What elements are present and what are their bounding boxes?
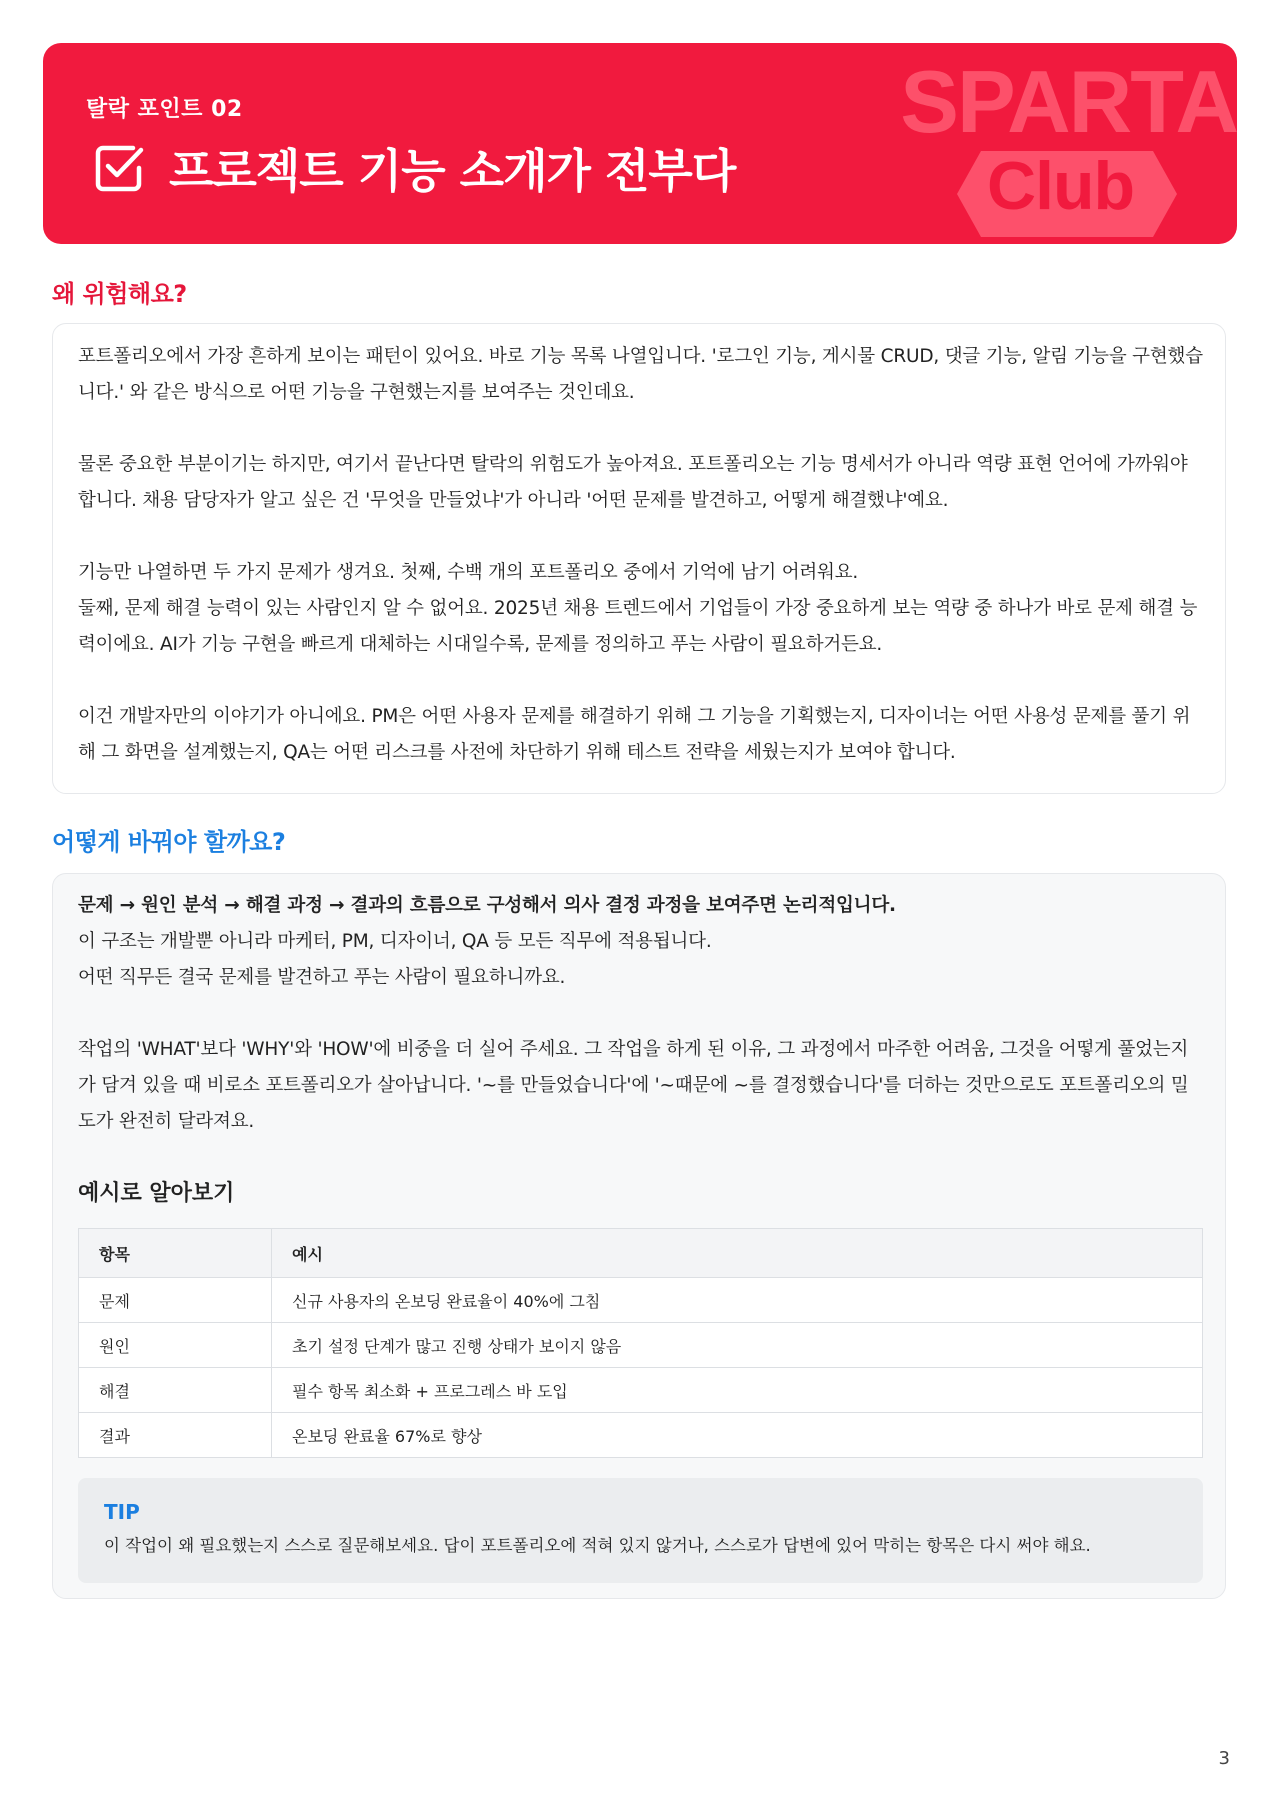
tip-body: 이 작업이 왜 필요했는지 스스로 질문해보세요. 답이 포트폴리오에 적혀 있지 않거나, 스스로가 답변에 있어 막히는 항목은 다시 써야 해요. xyxy=(104,1536,1091,1555)
lead-sentence: 문제 → 원인 분석 → 해결 과정 → 결과의 흐름으로 구성해서 의사 결정 과정을 보여주면 논리적입니다. xyxy=(78,895,896,916)
why-dangerous-card xyxy=(52,323,1226,794)
banner-kicker: 탈락 포인트 02 xyxy=(86,97,243,122)
how-to-fix-body xyxy=(78,888,1203,1140)
how-to-fix-heading: 어떻게 바꿔야 할까요? xyxy=(52,828,286,856)
example-title: 예시로 알아보기 xyxy=(78,1181,235,1206)
paragraph: 작업의 'WHAT'보다 'WHY'와 'HOW'에 비중을 더 실어 주세요. 그 작업을 하게 된 이유, 그 과정에서 마주한 어려움, 그것을 어떻게 풀었는지가 담겨 있을 때 비로소 포트폴리오가 살아납니다. '~를 만들었습니다'에 '~때문에 ~를 결정했습니다'를 더하는 것만으로도 포트폴리오의 밀도가 완전히 달라져요. xyxy=(78,1039,1189,1132)
column-header: 예시 xyxy=(272,1229,1203,1278)
example-table xyxy=(78,1228,1203,1458)
page-number: 3 xyxy=(1218,1748,1230,1769)
how-to-fix-card xyxy=(52,873,1226,1599)
checkbox-check-icon xyxy=(93,142,145,194)
header-banner xyxy=(43,43,1237,244)
table-row xyxy=(79,1413,1203,1458)
why-dangerous-heading: 왜 위험해요? xyxy=(52,280,187,308)
table-cell: 온보딩 완료율 67%로 향상 xyxy=(272,1413,1203,1458)
table-cell: 원인 xyxy=(79,1323,272,1368)
why-dangerous-body xyxy=(78,339,1203,771)
logo-wordmark: SPARTA xyxy=(900,52,1237,151)
table-header-row xyxy=(79,1229,1203,1278)
banner-title: 프로젝트 기능 소개가 전부다 xyxy=(169,144,736,198)
table-cell: 결과 xyxy=(79,1413,272,1458)
table-row xyxy=(79,1368,1203,1413)
paragraph: 물론 중요한 부분이기는 하지만, 여기서 끝난다면 탈락의 위험도가 높아져요. 포트폴리오는 기능 명세서가 아니라 역량 표현 언어에 가까워야 합니다. 채용 담당자가 알고 싶은 건 '무엇을 만들었냐'가 아니라 '어떤 문제를 발견하고, 어떻게 해결했냐'예요. xyxy=(78,454,1188,511)
paragraph: 포트폴리오에서 가장 흔하게 보이는 패턴이 있어요. 바로 기능 목록 나열입니다. '로그인 기능, 게시물 CRUD, 댓글 기능, 알림 기능을 구현했습니다.' 와 같은 방식으로 어떤 기능을 구현했는지를 보여주는 것인데요. xyxy=(78,346,1203,403)
column-header: 항목 xyxy=(79,1229,272,1278)
table-cell: 초기 설정 단계가 많고 진행 상태가 보이지 않음 xyxy=(272,1323,1203,1368)
tip-title: TIP xyxy=(104,1500,140,1524)
paragraph: 어떤 직무든 결국 문제를 발견하고 푸는 사람이 필요하니까요. xyxy=(78,967,566,988)
paragraph: 이 구조는 개발뿐 아니라 마케터, PM, 디자이너, QA 등 모든 직무에 적용됩니다. xyxy=(78,931,712,952)
paragraph: 둘째, 문제 해결 능력이 있는 사람인지 알 수 없어요. 2025년 채용 트렌드에서 기업들이 가장 중요하게 보는 역량 중 하나가 바로 문제 해결 능력이에요. AI가 기능 구현을 빠르게 대체하는 시대일수록, 문제를 정의하고 푸는 사람이 필요하거든요. xyxy=(78,598,1198,655)
table-cell: 신규 사용자의 온보딩 완료율이 40%에 그침 xyxy=(272,1278,1203,1323)
banner-title-row xyxy=(93,135,735,201)
table-cell: 필수 항목 최소화 + 프로그레스 바 도입 xyxy=(272,1368,1203,1413)
tip-box xyxy=(78,1478,1203,1583)
logo-tag-label: Club xyxy=(987,148,1135,224)
table-cell: 해결 xyxy=(79,1368,272,1413)
table-row xyxy=(79,1278,1203,1323)
paragraph: 이건 개발자만의 이야기가 아니에요. PM은 어떤 사용자 문제를 해결하기 위해 그 기능을 기획했는지, 디자이너는 어떤 사용성 문제를 풀기 위해 그 화면을 설계했는지, QA는 어떤 리스크를 사전에 차단하기 위해 테스트 전략을 세웠는지가 보여야 합니다. xyxy=(78,706,1191,763)
table-cell: 문제 xyxy=(79,1278,272,1323)
paragraph: 기능만 나열하면 두 가지 문제가 생겨요. 첫째, 수백 개의 포트폴리오 중에서 기억에 남기 어려워요. xyxy=(78,562,859,583)
sparta-club-logo xyxy=(897,51,1237,241)
table-row xyxy=(79,1323,1203,1368)
